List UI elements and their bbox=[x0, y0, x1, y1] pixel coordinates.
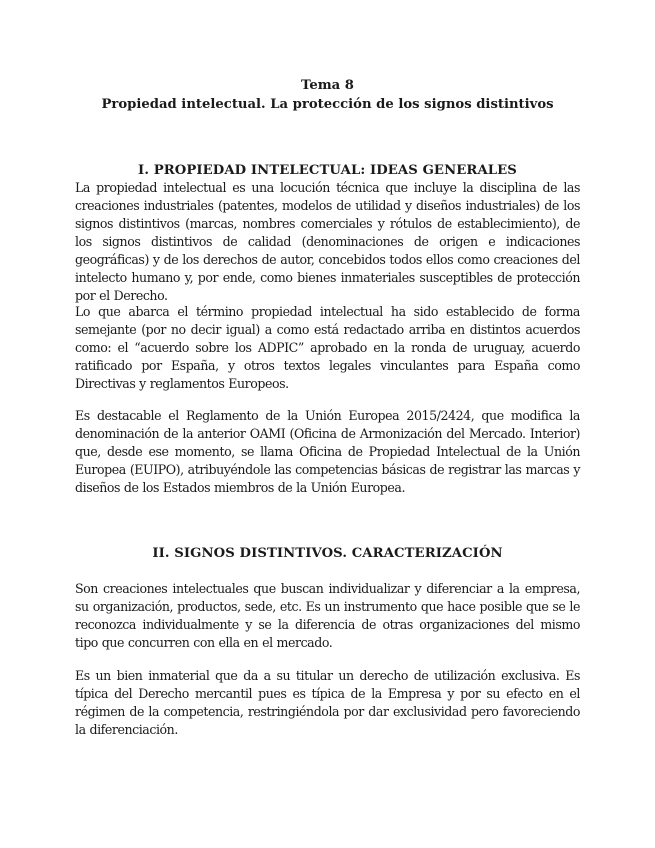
paragraph-creaciones: Son creaciones intelectuales que buscan individualizar y diferenciar a la empresa, su organización, productos, sede, etc. Es un instrumento que hace posible que se le reconozca individualmente y se la diferencia de otras organizaciones del mismo tipo que concurren con ella en el mercado. bbox=[75, 581, 580, 650]
paragraph-euipo: Es destacable el Reglamento de la Unión Europea 2015/2424, que modifica la denominación de la anterior OAMI (Oficina de Armonización del Mercado. Interior) que, desde ese momento, se llama Oficina de Propiedad Intelectual de la Unión Europea (EUIPO), atribuyéndole las competencias básicas de registrar las marcas y diseños de los Estados miembros de la Unión Europea. bbox=[75, 408, 580, 495]
section-heading-signos-distintivos: II. SIGNOS DISTINTIVOS. CARACTERIZACIÓN bbox=[152, 546, 503, 561]
document-header bbox=[75, 76, 580, 114]
topic-title: Propiedad intelectual. La protección de los signos distintivos bbox=[101, 97, 554, 112]
section-heading-propiedad-intelectual: I. PROPIEDAD INTELECTUAL: IDEAS GENERALES bbox=[138, 163, 517, 178]
topic-number: Tema 8 bbox=[301, 78, 354, 93]
paragraph-adpic: Lo que abarca el término propiedad intelectual ha sido establecido de forma semejante (por no decir igual) a como está redactado arriba en distintos acuerdos como: el “acuerdo sobre los ADPIC” aprobado en la ronda de uruguay, acuerdo ratificado por España, y otros textos legales vinculantes para España como Directivas y reglamentos Europeos. bbox=[75, 304, 580, 391]
paragraph-definition: La propiedad intelectual es una locución técnica que incluye la disciplina de las creaciones industriales (patentes, modelos de utilidad y diseños industriales) de los signos distintivos (marcas, nombres comerciales y rótulos de establecimiento), de los signos distintivos de calidad (denominaciones de origen e indicaciones geográficas) y de los derechos de autor, concebidos todos ellos como creaciones del intelecto humano y, por ende, como bienes inmateriales susceptibles de protección por el Derecho. bbox=[75, 180, 580, 303]
paragraph-bien-inmaterial: Es un bien inmaterial que da a su titular un derecho de utilización exclusiva. Es típica del Derecho mercantil pues es típica de la Empresa y por su efecto en el régimen de la competencia, restringiéndola por dar exclusividad pero favoreciendo la diferenciación. bbox=[75, 668, 580, 737]
